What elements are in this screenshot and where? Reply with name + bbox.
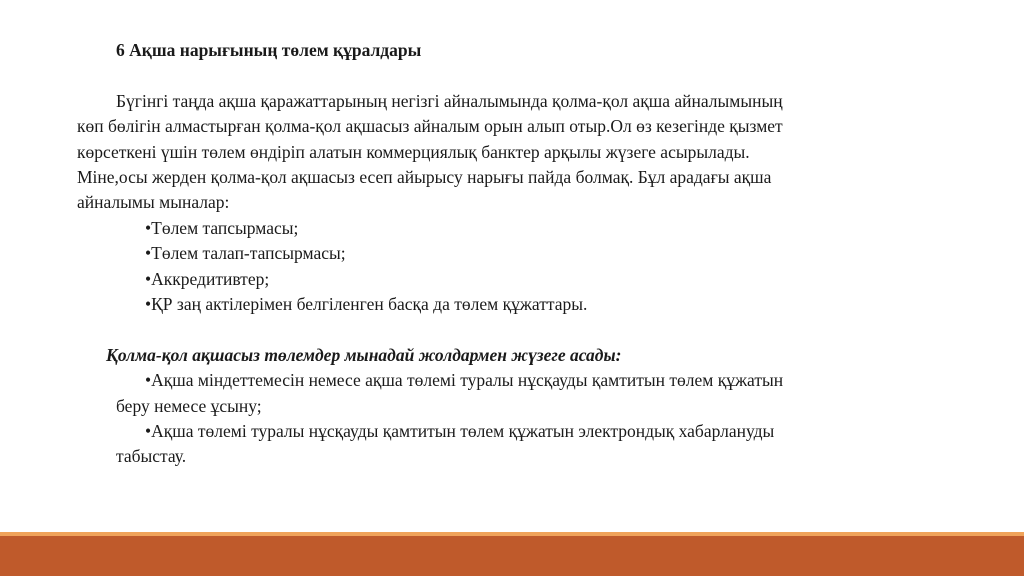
slide-content <box>77 38 947 470</box>
spacer <box>77 63 947 88</box>
paragraph-line: айналымы мыналар: <box>77 192 230 213</box>
method-line: •Ақша міндеттемесін немесе ақша төлемі туралы нұсқауды қамтитын төлем құжатын <box>145 370 784 391</box>
subheading: Қолма-қол ақшасыз төлемдер мынадай жолдармен жүзеге асады: <box>106 344 622 365</box>
method-line: табыстау. <box>116 446 187 467</box>
spacer <box>77 317 947 342</box>
paragraph-line: көп бөлігін алмастырған қолма-қол ақшасыз айналым орын алып отыр.Ол өз кезегінде қызмет <box>77 116 783 137</box>
method-line: •Ақша төлемі туралы нұсқауды қамтитын төлем құжатын электрондық хабарлануды <box>145 421 775 442</box>
method-line: беру немесе ұсыну; <box>116 395 262 416</box>
paragraph-line: көрсеткені үшін төлем өндіріп алатын коммерциялық банктер арқылы жүзеге асырылады. <box>77 141 750 162</box>
bullet-item: •ҚР заң актілерімен белгіленген басқа да төлем құжаттары. <box>145 294 588 315</box>
slide-title: 6 Ақша нарығының төлем құралдары <box>116 40 422 60</box>
footer-bar <box>0 536 1024 576</box>
bullet-item: •Төлем талап-тапсырмасы; <box>145 243 346 264</box>
bullet-item: •Аккредитивтер; <box>145 268 270 289</box>
paragraph-line: Міне,осы жерден қолма-қол ақшасыз есеп айырысу нарығы пайда болмақ. Бұл арадағы ақша <box>77 167 772 188</box>
paragraph-line: Бүгінгі таңда ақша қаражаттарының негізгі айналымында қолма-қол ақша айналымының <box>116 90 783 111</box>
bullet-item: •Төлем тапсырмасы; <box>145 217 299 238</box>
